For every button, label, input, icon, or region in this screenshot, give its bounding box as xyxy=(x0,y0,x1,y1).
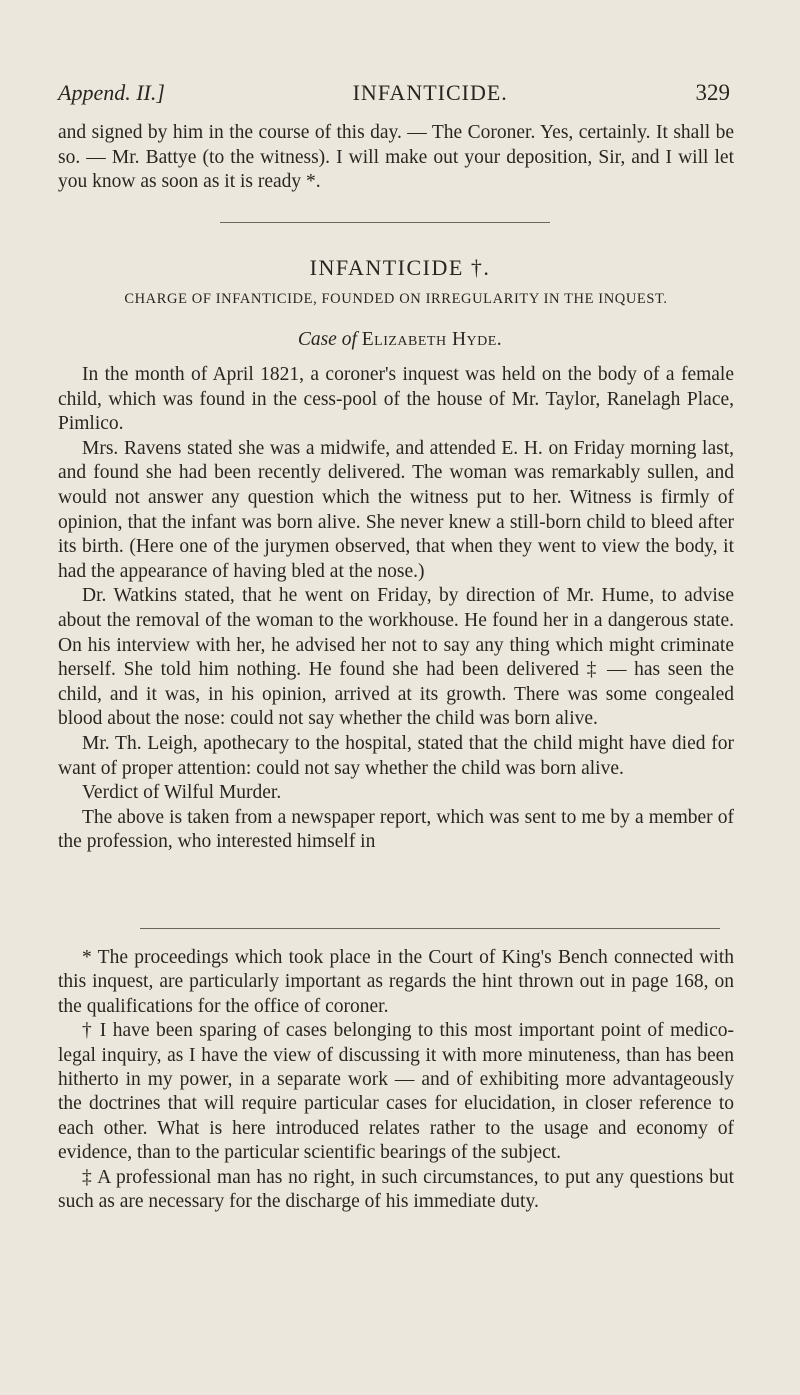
case-prefix: Case of xyxy=(297,329,357,350)
header-title: INFANTICIDE. xyxy=(352,80,508,105)
page-number: 329 xyxy=(695,80,730,105)
footnote-divider xyxy=(140,928,720,929)
case-name: Elizabeth Hyde. xyxy=(361,329,503,350)
footnote: † I have been sparing of cases belonging to this most important point of medico-legal inquiry, as I have the view of discussing it with more minuteness, than has been hitherto in my power, in a separate work — and of exhibiting more advantageously the doctrines that will require particular cases for elucidation, in closer reference to each other. What is here introduced relates rather to the usage and economy of evidence, than to the particular scientific bearings of the subject. xyxy=(58,1020,734,1164)
intro-paragraph: and signed by him in the course of this day. — The Coroner. Yes, certainly. It shall be so. — Mr. Battye (to the witness). I will make out your deposition, Sir, and I will let you know as soon as it is ready *. xyxy=(58,122,734,193)
header-appendix: Append. II.] xyxy=(58,80,165,105)
case-heading xyxy=(0,329,800,351)
body-paragraph: Dr. Watkins stated, that he went on Friday, by direction of Mr. Hume, to advise about the removal of the woman to the workhouse. He found her in a dangerous state. On his interview with her, he advised her not to say any thing which might criminate herself. She told him nothing. He found she had been delivered ‡ — has seen the child, and it was, in his opinion, arrived at its growth. There was some congealed blood about the nose: could not say whether the child was born alive. xyxy=(58,585,734,730)
section-subtitle: CHARGE OF INFANTICIDE, FOUNDED ON IRREGULARITY IN THE INQUEST. xyxy=(124,291,668,307)
body-paragraph: Mrs. Ravens stated she was a midwife, and attended E. H. on Friday morning last, and found she had been recently delivered. The woman was remarkably sullen, and would not answer any question which the witness put to her. Witness is firmly of opinion, that the infant was born alive. She never knew a still-born child to bleed after its birth. (Here one of the jurymen observed, that when they went to view the body, it had the appearance of having bled at the nose.) xyxy=(58,437,734,582)
verdict-line: Verdict of Wilful Murder. xyxy=(82,782,282,804)
body-paragraph: Mr. Th. Leigh, apothecary to the hospital, stated that the child might have died for want of proper attention: could not say whether the child was born alive. xyxy=(58,732,734,779)
section-divider xyxy=(220,222,550,223)
intro-block xyxy=(58,121,734,195)
body-paragraph: The above is taken from a newspaper report, which was sent to me by a member of the profession, who interested himself in xyxy=(58,806,734,853)
running-header xyxy=(58,80,730,106)
body-text xyxy=(58,363,734,855)
footnotes xyxy=(58,946,734,1214)
footnote: ‡ A professional man has no right, in such circumstances, to put any questions but such as are necessary for the discharge of his immediate duty. xyxy=(58,1166,734,1213)
section-title: INFANTICIDE †. xyxy=(309,255,491,280)
footnote: * The proceedings which took place in the Court of King's Bench connected with this inquest, are particularly important as regards the hint thrown out in page 168, on the qualifications for the office of coroner. xyxy=(58,947,734,1017)
body-paragraph: In the month of April 1821, a coroner's inquest was held on the body of a female child, which was found in the cess-pool of the house of Mr. Taylor, Ranelagh Place, Pimlico. xyxy=(58,364,734,435)
